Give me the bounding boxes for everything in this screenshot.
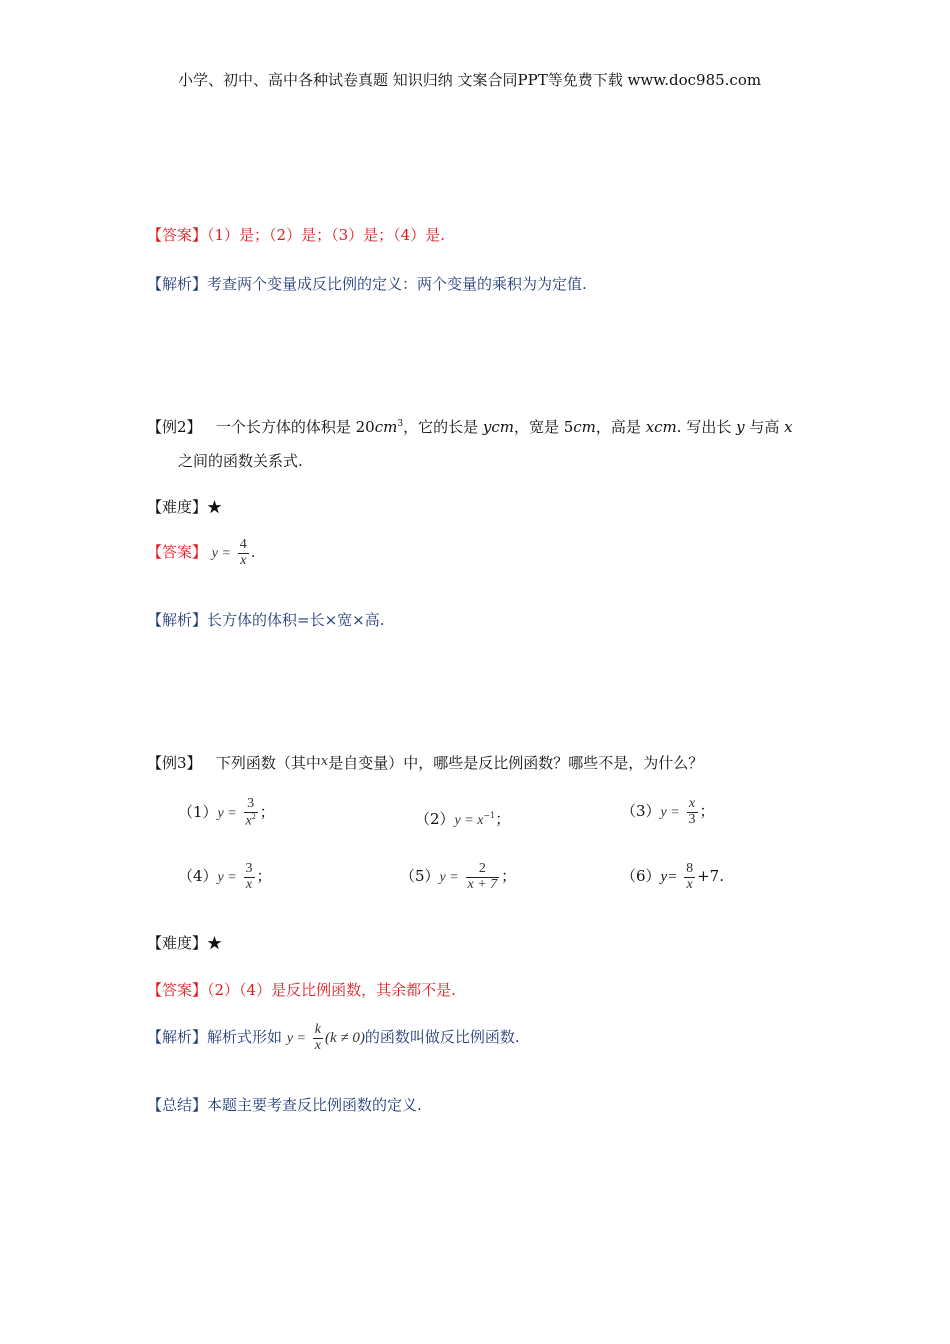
fraction-den: x <box>238 553 249 569</box>
analysis-text: 考查两个变量成反比例的定义：两个变量的乘积为为定值. <box>207 275 587 293</box>
item-label: （5） <box>400 867 440 886</box>
fraction-num: k <box>314 1022 321 1037</box>
fraction <box>466 862 500 892</box>
example-3-difficulty <box>147 932 222 953</box>
item-end: +7. <box>697 867 724 886</box>
analysis-line-1 <box>147 273 587 294</box>
q-text: 与高 <box>744 418 785 436</box>
item-label: （2） <box>415 810 455 828</box>
summary-tag: 【总结】 <box>147 1096 208 1114</box>
function-item-1 <box>178 797 275 829</box>
analysis-text: 解析式形如 <box>207 1028 283 1047</box>
fraction-den: x <box>314 1037 321 1053</box>
fraction <box>687 797 698 827</box>
fraction-den: x + 7 <box>467 876 498 892</box>
fraction-den: x <box>245 813 252 829</box>
q-text: ，宽是 5 <box>513 418 574 436</box>
fraction-num: 4 <box>239 537 247 552</box>
function-item-5 <box>400 862 516 892</box>
math-lhs: y = <box>217 870 237 886</box>
exponent: −1 <box>483 811 496 820</box>
q-text: ，它的长是 <box>403 418 483 436</box>
q-var: x <box>320 754 329 769</box>
function-item-4 <box>178 862 272 892</box>
q-text: 下列函数（其中 <box>215 754 321 772</box>
fraction-num: 8 <box>686 861 694 876</box>
function-item-2 <box>415 808 510 829</box>
fraction-num: 3 <box>245 861 253 876</box>
item-end: ； <box>259 803 275 822</box>
fraction-num: x <box>688 796 696 811</box>
analysis-tag: 【解析】 <box>147 611 208 629</box>
math-condition: (k ≠ 0) <box>324 1030 365 1047</box>
example-2-analysis <box>147 609 385 630</box>
example-3-analysis <box>147 1023 520 1053</box>
q-text: 是自变量）中，哪些是反比例函数？哪些不是，为什么？ <box>328 754 704 772</box>
example-3-answer <box>147 979 456 1000</box>
answer-tag: 【答案】 <box>147 981 208 999</box>
fraction <box>238 538 249 568</box>
math-lhs: y = <box>217 806 237 822</box>
exponent: 2 <box>251 811 256 821</box>
q-unit: cm <box>573 418 596 436</box>
star-icon: ★ <box>207 498 223 516</box>
fraction-num: 2 <box>478 861 486 876</box>
example-2-question-line2: 之间的函数关系式. <box>178 452 303 470</box>
q-var: ycm <box>482 418 514 436</box>
fraction <box>313 1023 323 1053</box>
function-item-3 <box>621 797 715 827</box>
difficulty-tag: 【难度】 <box>147 498 208 516</box>
q-var: x <box>784 418 793 436</box>
q-text: ，高是 <box>595 418 646 436</box>
example-2-difficulty <box>147 496 222 517</box>
answer-text: （1）是；（2）是；（3）是；（4）是. <box>207 226 445 244</box>
answer-tag: 【答案】 <box>147 226 208 244</box>
item-label: （4） <box>178 867 218 886</box>
q-var: xcm <box>645 418 677 436</box>
answer-tag: 【答案】 <box>147 543 208 562</box>
difficulty-tag: 【难度】 <box>147 934 208 952</box>
math-lhs: y = <box>211 546 231 562</box>
fraction-den: x <box>684 877 695 893</box>
math-lhs: y = <box>660 805 680 821</box>
fraction-den: x <box>244 877 255 893</box>
math-lhs: y = x <box>454 813 484 828</box>
example-3-question <box>147 752 703 773</box>
math-lhs: y = <box>286 1031 306 1047</box>
example-2-question <box>147 416 793 437</box>
example-2-answer <box>147 538 256 568</box>
fraction <box>244 862 255 892</box>
example-3-summary <box>147 1094 422 1115</box>
analysis-tag: 【解析】 <box>147 1028 208 1047</box>
fraction <box>244 797 258 829</box>
analysis-text: 的函数叫做反比例函数. <box>364 1028 520 1047</box>
example-2-tag: 【例2】 <box>147 418 202 436</box>
math-lhs: y = <box>439 870 459 886</box>
item-end: ； <box>495 810 511 828</box>
fraction <box>684 862 695 892</box>
answer-text: （2）（4）是反比例函数，其余都不是. <box>207 981 456 999</box>
analysis-tag: 【解析】 <box>147 275 208 293</box>
item-end: ； <box>501 867 517 886</box>
summary-text: 本题主要考查反比例函数的定义. <box>207 1096 422 1114</box>
q-unit: cm <box>374 418 398 436</box>
analysis-text: 长方体的体积=长×宽×高. <box>207 611 385 629</box>
q-text: 一个长方体的体积是 20 <box>215 418 375 436</box>
fraction-den: 3 <box>688 811 696 827</box>
q-text: . 写出长 <box>676 418 737 436</box>
math-lhs: y= <box>660 869 678 886</box>
item-label: （1） <box>178 803 218 822</box>
item-label: （3） <box>621 802 661 821</box>
q-var: y <box>736 418 745 436</box>
function-item-6 <box>621 862 724 892</box>
page-header: 小学、初中、高中各种试卷真题 知识归纳 文案合同PPT等免费下载 www.doc985.com <box>178 71 762 89</box>
star-icon: ★ <box>207 934 223 952</box>
fraction-num: 3 <box>247 796 255 811</box>
answer-line-1 <box>147 224 445 245</box>
item-end: ； <box>256 867 272 886</box>
example-3-tag: 【例3】 <box>147 754 202 772</box>
math-end: . <box>250 543 256 562</box>
item-label: （6） <box>621 867 661 886</box>
item-end: ； <box>699 802 715 821</box>
q-sup: 3 <box>397 419 404 429</box>
